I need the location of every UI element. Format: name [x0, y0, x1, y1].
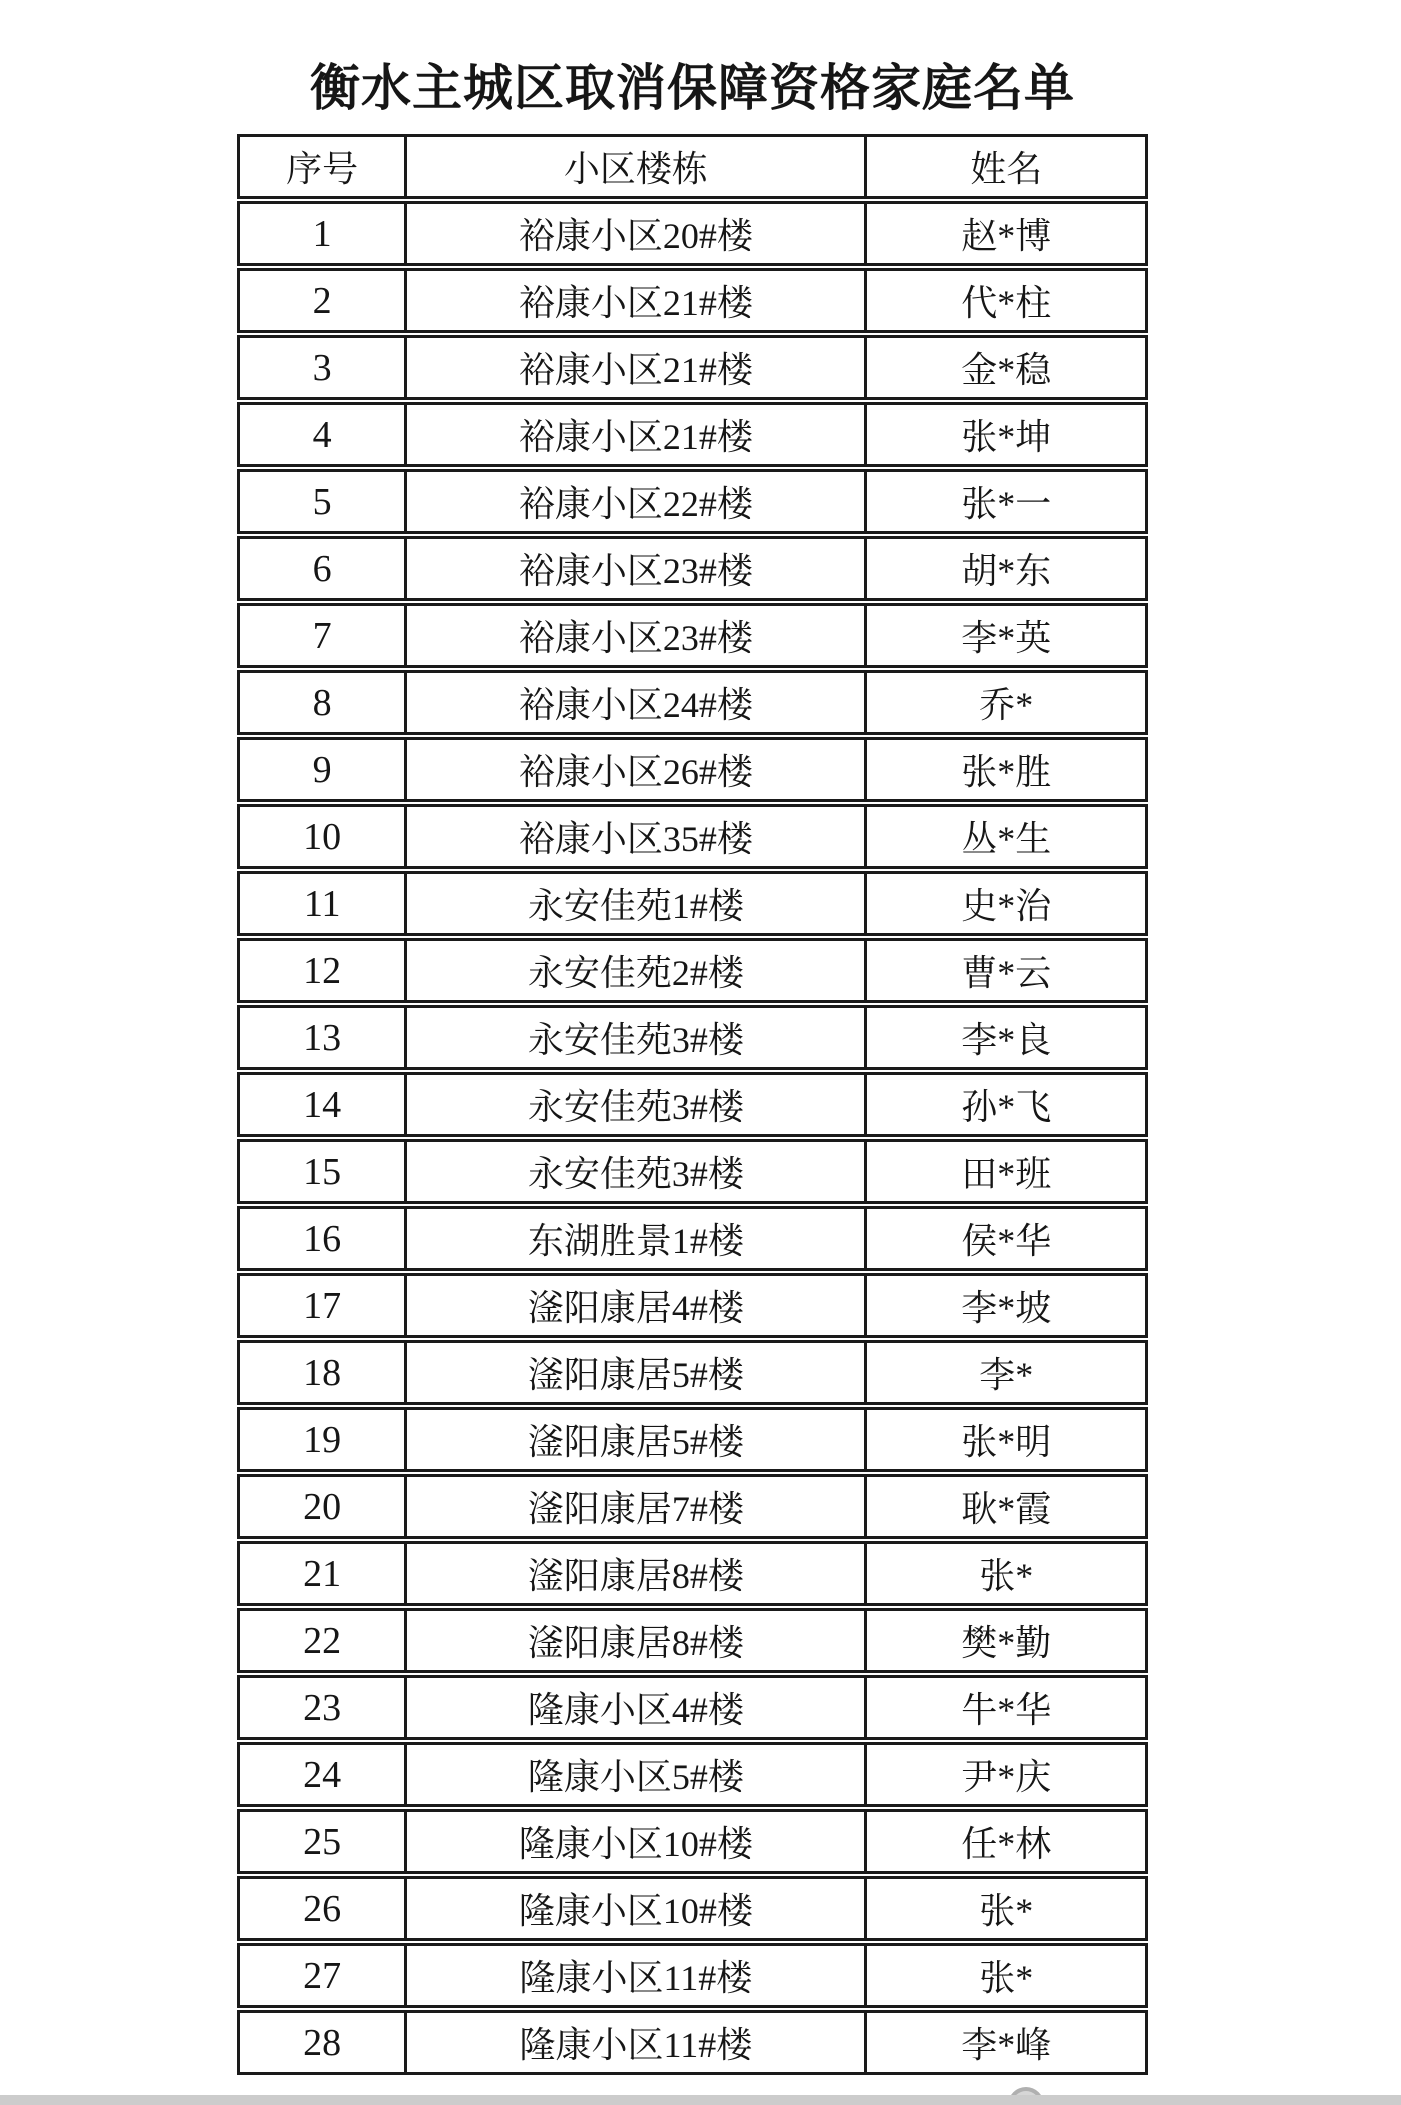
table-row — [237, 402, 1148, 467]
row-building-cell: 裕康小区20#楼 — [407, 201, 867, 266]
row-index-cell: 25 — [237, 1809, 407, 1874]
row-name-cell: 张* — [867, 1541, 1148, 1606]
row-index-cell: 16 — [237, 1206, 407, 1271]
row-building-cell: 隆康小区11#楼 — [407, 2010, 867, 2075]
table-row — [237, 2010, 1148, 2075]
page-title: 衡水主城区取消保障资格家庭名单 — [310, 60, 1075, 116]
row-name-cell: 张*胜 — [867, 737, 1148, 802]
row-name-cell: 田*班 — [867, 1139, 1148, 1204]
row-building-cell: 滏阳康居8#楼 — [407, 1541, 867, 1606]
row-name-cell: 张*一 — [867, 469, 1148, 534]
row-name-cell: 李*英 — [867, 603, 1148, 668]
row-name-cell: 尹*庆 — [867, 1742, 1148, 1807]
row-index-cell: 11 — [237, 871, 407, 936]
row-building-cell: 裕康小区22#楼 — [407, 469, 867, 534]
column-header-index: 序号 — [237, 134, 407, 199]
row-building-cell: 隆康小区11#楼 — [407, 1943, 867, 2008]
row-building-cell: 永安佳苑1#楼 — [407, 871, 867, 936]
row-building-cell: 隆康小区10#楼 — [407, 1809, 867, 1874]
table-row — [237, 1072, 1148, 1137]
row-name-cell: 张*明 — [867, 1407, 1148, 1472]
row-index-cell: 7 — [237, 603, 407, 668]
row-building-cell: 隆康小区10#楼 — [407, 1876, 867, 1941]
row-building-cell: 裕康小区23#楼 — [407, 536, 867, 601]
row-building-cell: 隆康小区4#楼 — [407, 1675, 867, 1740]
row-index-cell: 19 — [237, 1407, 407, 1472]
row-name-cell: 耿*霞 — [867, 1474, 1148, 1539]
row-name-cell: 曹*云 — [867, 938, 1148, 1003]
row-index-cell: 9 — [237, 737, 407, 802]
row-building-cell: 滏阳康居5#楼 — [407, 1340, 867, 1405]
row-index-cell: 4 — [237, 402, 407, 467]
row-name-cell: 乔* — [867, 670, 1148, 735]
table-row — [237, 1340, 1148, 1405]
column-header-name: 姓名 — [867, 134, 1148, 199]
row-index-cell: 27 — [237, 1943, 407, 2008]
row-index-cell: 18 — [237, 1340, 407, 1405]
row-name-cell: 牛*华 — [867, 1675, 1148, 1740]
table-row — [237, 670, 1148, 735]
row-index-cell: 20 — [237, 1474, 407, 1539]
row-building-cell: 东湖胜景1#楼 — [407, 1206, 867, 1271]
row-index-cell: 2 — [237, 268, 407, 333]
row-building-cell: 滏阳康居5#楼 — [407, 1407, 867, 1472]
table-row — [237, 1273, 1148, 1338]
row-building-cell: 永安佳苑2#楼 — [407, 938, 867, 1003]
row-name-cell: 丛*生 — [867, 804, 1148, 869]
table-row — [237, 469, 1148, 534]
table-row — [237, 1943, 1148, 2008]
row-index-cell: 8 — [237, 670, 407, 735]
table-row — [237, 1675, 1148, 1740]
row-index-cell: 26 — [237, 1876, 407, 1941]
row-building-cell: 裕康小区21#楼 — [407, 268, 867, 333]
row-name-cell: 代*柱 — [867, 268, 1148, 333]
row-name-cell: 张* — [867, 1876, 1148, 1941]
row-index-cell: 24 — [237, 1742, 407, 1807]
header-row — [237, 134, 1148, 199]
row-index-cell: 14 — [237, 1072, 407, 1137]
row-index-cell: 10 — [237, 804, 407, 869]
row-building-cell: 滏阳康居7#楼 — [407, 1474, 867, 1539]
row-name-cell: 张*坤 — [867, 402, 1148, 467]
row-index-cell: 5 — [237, 469, 407, 534]
table-row — [237, 938, 1148, 1003]
table-row — [237, 536, 1148, 601]
row-index-cell: 21 — [237, 1541, 407, 1606]
row-index-cell: 22 — [237, 1608, 407, 1673]
row-building-cell: 隆康小区5#楼 — [407, 1742, 867, 1807]
table-row — [237, 335, 1148, 400]
row-name-cell: 樊*勤 — [867, 1608, 1148, 1673]
row-index-cell: 1 — [237, 201, 407, 266]
row-name-cell: 侯*华 — [867, 1206, 1148, 1271]
row-name-cell: 金*稳 — [867, 335, 1148, 400]
table-row — [237, 268, 1148, 333]
table-row — [237, 1876, 1148, 1941]
row-index-cell: 3 — [237, 335, 407, 400]
row-index-cell: 6 — [237, 536, 407, 601]
bottom-scrollbar — [0, 2095, 1401, 2105]
row-name-cell: 李*峰 — [867, 2010, 1148, 2075]
row-building-cell: 永安佳苑3#楼 — [407, 1072, 867, 1137]
row-index-cell: 12 — [237, 938, 407, 1003]
row-building-cell: 裕康小区21#楼 — [407, 402, 867, 467]
row-building-cell: 永安佳苑3#楼 — [407, 1005, 867, 1070]
row-building-cell: 裕康小区35#楼 — [407, 804, 867, 869]
row-building-cell: 滏阳康居8#楼 — [407, 1608, 867, 1673]
column-header-building: 小区楼栋 — [407, 134, 867, 199]
row-name-cell: 张* — [867, 1943, 1148, 2008]
table-row — [237, 1139, 1148, 1204]
row-name-cell: 李* — [867, 1340, 1148, 1405]
table-row — [237, 1407, 1148, 1472]
table-row — [237, 1005, 1148, 1070]
row-name-cell: 赵*博 — [867, 201, 1148, 266]
row-index-cell: 17 — [237, 1273, 407, 1338]
row-building-cell: 滏阳康居4#楼 — [407, 1273, 867, 1338]
table-row — [237, 804, 1148, 869]
row-name-cell: 胡*东 — [867, 536, 1148, 601]
table-row — [237, 871, 1148, 936]
table-row — [237, 1541, 1148, 1606]
table-row — [237, 1742, 1148, 1807]
row-name-cell: 任*林 — [867, 1809, 1148, 1874]
table-row — [237, 201, 1148, 266]
row-name-cell: 李*良 — [867, 1005, 1148, 1070]
row-index-cell: 28 — [237, 2010, 407, 2075]
row-building-cell: 永安佳苑3#楼 — [407, 1139, 867, 1204]
table-row — [237, 603, 1148, 668]
row-index-cell: 13 — [237, 1005, 407, 1070]
cancellation-roster-table — [237, 132, 1148, 2077]
table-row — [237, 1206, 1148, 1271]
table-row — [237, 1474, 1148, 1539]
row-building-cell: 裕康小区24#楼 — [407, 670, 867, 735]
row-name-cell: 李*坡 — [867, 1273, 1148, 1338]
table-header — [237, 134, 1148, 199]
row-building-cell: 裕康小区23#楼 — [407, 603, 867, 668]
row-building-cell: 裕康小区21#楼 — [407, 335, 867, 400]
row-building-cell: 裕康小区26#楼 — [407, 737, 867, 802]
row-index-cell: 15 — [237, 1139, 407, 1204]
table-body — [237, 201, 1148, 2075]
row-index-cell: 23 — [237, 1675, 407, 1740]
table-row — [237, 737, 1148, 802]
row-name-cell: 史*治 — [867, 871, 1148, 936]
table-row — [237, 1809, 1148, 1874]
table-row — [237, 1608, 1148, 1673]
row-name-cell: 孙*飞 — [867, 1072, 1148, 1137]
